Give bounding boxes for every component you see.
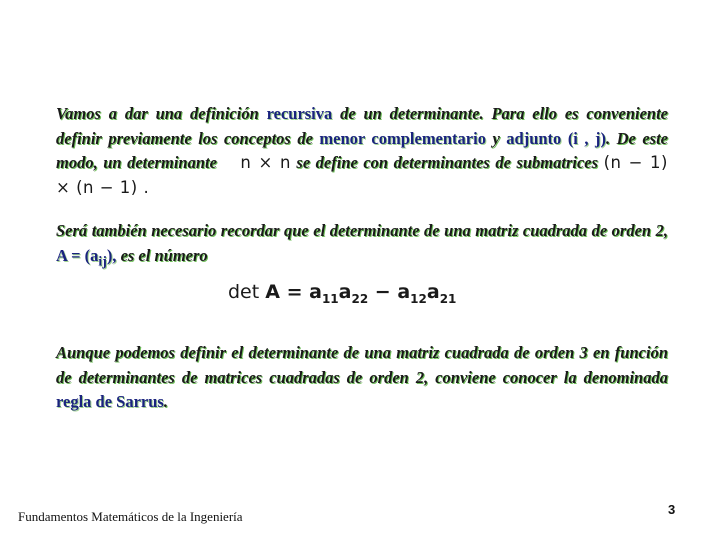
definition-paragraph [56,102,668,200]
subscript: 12 [410,291,427,306]
subscript-ij: ij [98,252,107,268]
math-text: A = (a [56,245,99,265]
subscript: 21 [439,291,457,306]
keyword-ij: (i , j) [567,128,606,148]
keyword-adjunto: adjunto [506,128,562,148]
math-n-by-n: n × n [240,153,291,172]
keyword-menor-complementario: menor complementario [319,128,486,148]
text-span: . [163,392,168,411]
text-span: de un determinante. Para ello es conveniente definir previamente los conceptos de [56,104,668,148]
text-span: es el número [116,245,208,265]
det-operator: det [228,281,266,303]
determinant-formula [228,281,456,306]
sarrus-paragraph [56,341,668,415]
order-two-paragraph [56,219,668,273]
keyword-regla-de-sarrus: regla de Sarrus [56,392,164,411]
text-span: . De este modo, un determinante [56,128,668,172]
keyword-recursiva: recursiva [266,104,333,123]
matrix-a-definition [56,245,117,268]
page-number: 3 [668,502,676,517]
math-submatrix-size: (n − 1) × (n − 1) . [56,153,668,197]
text-span: Será también necesario recordar que el determinante de una matriz cuadrada de orden 2, [56,221,668,240]
text-span: se define con determinantes de submatrices [290,153,604,172]
subscript: 11 [321,291,339,306]
formula-term: − a [368,281,411,303]
text-span: Aunque podemos definir el determinante de una matriz cuadrada de orden 3 en función de determinantes de matrices cuadradas de orden 2, conviene conocer la denominada [56,343,668,387]
subscript: 22 [351,291,369,306]
formula-term: = a [279,281,322,303]
formula-term: a [426,281,440,303]
footer-course-title: Fundamentos Matemáticos de la Ingeniería [18,509,243,524]
text-span: y [485,128,507,148]
math-text: ), [106,245,117,265]
text-span: Vamos a dar una definición [56,104,267,123]
matrix-a: A [265,281,280,303]
formula-term: a [338,281,352,303]
